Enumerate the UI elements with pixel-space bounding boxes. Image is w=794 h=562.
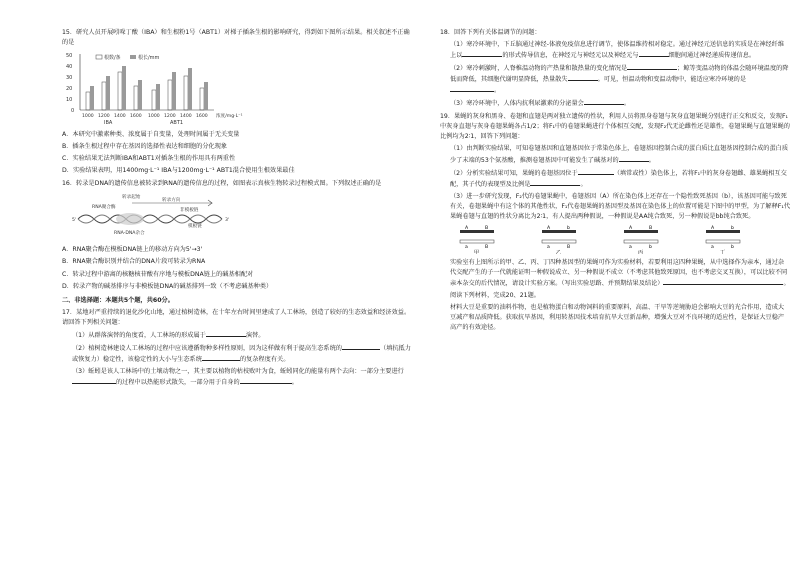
q17-part1	[62, 330, 412, 341]
text: （1）由判断实验结果，可知卷翅基因和直翅基因位于常染色体上，卷翅基因控制合成的蛋白质比直翅基因控制合成的蛋白质少了末端的53个氨基酸，推测卷翅基因中可能发生了碱基对的	[450, 145, 789, 164]
svg-text:20: 20	[66, 86, 73, 93]
end-5: 5'	[72, 218, 77, 224]
gene-label: A	[711, 225, 715, 231]
text: （写出实验思路、并预期结果及结论）	[561, 279, 664, 287]
q16-option-b: B．RNA聚合酶识别并结合的DNA片段可转录为RNA	[62, 258, 206, 266]
group-iba: IBA	[104, 120, 113, 127]
gene-label: a	[465, 244, 468, 250]
bar	[102, 82, 106, 110]
answer-blank[interactable]	[530, 179, 580, 186]
svg-text:1600: 1600	[196, 114, 208, 120]
bar	[168, 80, 172, 110]
gene-label: a	[711, 244, 714, 250]
gene-label: a	[629, 244, 632, 250]
q15-option-c: C．实验结果无法判断IBA和ABT1对插条生根的作用具有两重性	[62, 155, 236, 163]
answer-blank[interactable]	[206, 330, 246, 337]
text: （1）从群落演替的角度看，人工林场的形成属于	[72, 331, 206, 339]
text: 的形式传导信息，在神经元与神经元以及神经元与	[502, 52, 639, 60]
chromosome-yi	[542, 225, 576, 254]
gene-label: B	[649, 225, 653, 231]
answer-blank[interactable]	[619, 155, 649, 162]
chromosome-bar	[542, 240, 576, 243]
q15-option-a: A．本研究中激素种类、浓度属于自变量，处理时间属于无关变量	[62, 131, 240, 139]
text: 。	[494, 87, 501, 95]
text: 。	[783, 279, 790, 287]
chromosome-bar	[460, 240, 494, 243]
reading-instruction: 阅读下列材料，完成20、21题。	[450, 291, 540, 299]
gene-label: a	[547, 244, 550, 250]
q19-part4	[440, 258, 790, 289]
end-3: 3'	[225, 218, 230, 224]
answer-blank[interactable]	[342, 343, 380, 350]
text: （1）寒冷环境中，下丘脑通过神经-体液免疫信息进行调节，使体温维持相对稳定。通过神经元送信息的实质是在神经纤维上以	[450, 41, 785, 60]
gene-label: b	[731, 225, 734, 231]
dna-strand-2	[78, 215, 222, 223]
answer-blank[interactable]	[584, 98, 624, 105]
q18-part2	[440, 63, 790, 96]
bar	[90, 86, 94, 110]
x-ticks	[82, 113, 208, 119]
bar	[204, 82, 208, 110]
dna-strand-1	[78, 215, 222, 223]
transcription-diagram	[62, 191, 242, 241]
text: 。	[623, 100, 631, 108]
gene-label: A	[629, 225, 633, 231]
legend-b: 根长/mm	[138, 55, 160, 62]
reading-material: 材料大豆是重要的油料作物，也是植物蛋白和动物饲料的重要原料，高温、干旱等逆境胁迫会影响大豆的光合作用，造成大豆减产和品质降低。获取抗旱基因，利用转基因技术培育抗旱大豆新品种，增强大豆对不良环境的适应性，是保证大豆稳产高产的有效途径。	[450, 304, 785, 332]
svg-text:1600: 1600	[130, 114, 142, 120]
text: 。可见，恒温动物和变温动物中，能适应寒冷环境的是	[597, 76, 747, 84]
y-ticks	[66, 53, 74, 114]
svg-text:30: 30	[66, 75, 73, 82]
chromosome-diagrams	[440, 224, 770, 254]
chart-unit: 浓度/mg·L⁻¹	[216, 114, 243, 120]
text: 演替。	[245, 331, 265, 339]
text: （2）分析实验结果可知，果蝇的卷翅基因位于	[450, 169, 578, 177]
gene-label: B	[485, 225, 489, 231]
gene-label: A	[547, 225, 551, 231]
label-jia: 甲	[474, 249, 480, 254]
answer-blank[interactable]	[450, 85, 494, 92]
text: （2）植树造林建设人工林场的过程中应该遵循物种多样性原则，因为这样做有利于提高生态系统的	[72, 344, 342, 352]
bar	[86, 92, 90, 110]
q15-option-d: D．实验结果表明，用1400mg·L⁻¹ IBA与1200mg·L⁻¹ ABT1混合使用生根效果最佳	[62, 167, 295, 175]
q19-stem: 19．果蝇的灰身和黑身、卷翅和直翅是两对独立遗传的性状，利用人员将黑身卷翅与灰身直翅果蝇分别进行正交和反交，发现F₁中灰身直翅与灰身卷翅果蝇各占1/2；将F₁中的卷翅果蝇进行个体相互交配，发现F₂代无论雌性还是雄性，卷翅果蝇与直翅果蝇的比例均为2∶1，回答下列问题：	[440, 113, 790, 141]
answer-blank[interactable]	[568, 74, 598, 81]
right-column	[440, 28, 790, 335]
bar	[200, 88, 204, 110]
svg-text:10: 10	[66, 97, 73, 104]
bar	[122, 66, 126, 110]
svg-text:1000: 1000	[82, 114, 94, 120]
svg-text:1400: 1400	[114, 114, 126, 120]
label-template: 模板链	[188, 224, 202, 230]
text: （3）蚯蚓是该人工林场中的土壤动物之一，其主要以植物的枯枝败叶为食，蚯蚓同化的能量有两个去向：一部分主要进行	[72, 367, 404, 375]
q16-option-d: D．转录产物的碱基排序与非模板链DNA的碱基排列一致（不考虑碱基种类）	[62, 282, 273, 290]
answer-blank[interactable]	[202, 354, 240, 361]
bar	[188, 68, 192, 110]
chromosome-bar	[706, 240, 740, 243]
group-abt: ABT1	[170, 120, 184, 127]
gene-label: b	[731, 244, 734, 250]
q19-part2	[440, 168, 790, 190]
text: （2）寒冷刺激时，人脊椎温动物的产热量和散热量的变化情况是	[450, 65, 628, 73]
answer-blank[interactable]	[578, 168, 614, 175]
label-ding: 丁	[720, 249, 726, 254]
label-bing: 丙	[638, 249, 644, 254]
svg-text:1000: 1000	[148, 114, 160, 120]
q15-option-b: B．插条生根过程中存在基因的选择性表达和细胞的分化现象	[62, 143, 228, 151]
svg-text:50: 50	[66, 53, 73, 60]
q19-part3: （3）进一步研究发现，F₂代的卷翅果蝇中，卷翅基因（A）所在染色体上还存在一个隐性致死基因（b），该基因可能与致死有关，卷翅果蝇中有这个体的其他性状，F₁代卷翅果蝇的基因型及基因在染色体上的位置可能是下图中的甲型，为了解释F₁代果蝇卷翅与直翅的性状分离比为2∶1，有人提出两种假说，一种假说是AA纯合致死，另一种假说是bb纯合致死。	[450, 192, 791, 220]
gene-label: B	[567, 244, 571, 250]
svg-text:40: 40	[66, 64, 73, 71]
label-hybrid: RNA-DNA杂合	[114, 231, 145, 237]
bar	[106, 76, 110, 110]
bar	[184, 76, 188, 110]
gene-label: b	[649, 244, 652, 250]
bar	[138, 80, 142, 110]
chromosome-bing	[624, 225, 658, 254]
answer-blank[interactable]	[462, 50, 502, 57]
chromosome-ding	[706, 225, 740, 254]
svg-text:1200: 1200	[164, 114, 176, 120]
legend-a: 根数/条	[104, 55, 121, 62]
text: ；鲸等变温动物的体温会随环境温度的降低而降低，其细胞代谢明显降低，热量散失	[450, 65, 789, 84]
genotype-figure	[440, 224, 790, 258]
q17-part3	[62, 367, 412, 388]
text: 的过程中以热能形式散失，一部分用于自身的	[116, 378, 240, 386]
q16-option-a: A．RNA聚合酶在模板DNA链上的移动方向为5'→3'	[62, 246, 203, 254]
text: 细胞间通过神经递质传递信息。	[668, 52, 756, 60]
bar	[152, 90, 156, 110]
text: 。	[648, 156, 655, 164]
answer-blank[interactable]	[72, 377, 116, 384]
q15-chart	[62, 50, 412, 130]
rna-polymerase	[116, 213, 144, 225]
chromosome-jia	[460, 225, 494, 254]
q15-bar-chart	[62, 50, 262, 126]
text: 。	[291, 378, 298, 386]
gene-label: A	[465, 225, 469, 231]
chromosome-bar	[624, 240, 658, 243]
answer-blank[interactable]	[240, 377, 292, 384]
q19-part1	[440, 144, 790, 165]
bar	[118, 72, 122, 110]
q18-part3	[440, 98, 790, 109]
label-rna-pol: RNA聚合酶	[92, 205, 116, 211]
legend-swatch-a	[96, 55, 102, 59]
text: 的复杂程度有关。	[239, 355, 290, 363]
q16-figure	[62, 191, 412, 245]
q18-stem: 18．回答下列有关体温调节的问题：	[440, 29, 541, 36]
answer-blank[interactable]	[627, 63, 677, 70]
text: 实验室有上图所示的甲、乙、丙、丁四种基因型的果蝇可作为实验材料，若要利用这四种果蝇，从中选择作为亲本，通过杂代交配产生的子一代就能证明一种假说成立、另一种假说不成立（不考虑其他致死原因，也不考虑交叉互换），可以比较不同亲本杂交的后代情况，请设计实验方案。	[450, 258, 788, 287]
text: （填抗抵力或恢复力）稳定性，该稳定性的大小与生态系统	[72, 344, 411, 363]
q17-stem: 17．某地对严重持续的退化沙化山地，通过植树造林，在十年左右时间里建成了人工林场，创造了较好的生态效益和经济效益。请回答下列相关问题：	[62, 308, 411, 326]
answer-blank[interactable]	[663, 278, 783, 285]
bars	[86, 66, 208, 110]
text: 。	[580, 180, 587, 188]
section-heading: 二、非选择题：本题共5个题，共60分。	[62, 296, 174, 304]
bar	[134, 86, 138, 110]
svg-text:1200: 1200	[98, 114, 110, 120]
bar	[172, 72, 176, 110]
text: （填常或性）染色体上，若将F₁中的灰身卷翅雌、雄果蝇相互交配，其子代的表现型及比例是	[450, 169, 787, 188]
label-nontemplate: 非模板链	[180, 208, 199, 214]
left-column	[62, 28, 412, 390]
q18-part1	[440, 40, 790, 61]
text: （3）寒冷环境中，人体内抗利尿激素的分泌量会	[450, 100, 584, 108]
legend-swatch-b	[130, 55, 136, 59]
bar	[156, 84, 160, 110]
gene-label: B	[485, 244, 489, 250]
gene-label: b	[567, 225, 570, 231]
q15-stem: 15．研究人员开展吲哚丁酸（IBA）和生根粉1号（ABT1）对梯子插条生根的影响研究，得到如下图所示结果。相关叙述不正确的是	[62, 29, 410, 47]
answer-blank[interactable]	[639, 50, 669, 57]
label-start: 转录起始	[122, 195, 141, 201]
label-direction: 转录方向	[162, 198, 181, 204]
q16-stem: 16．转录是DNA的遗传信息被转录到RNA的遗传信息的过程，如图表示真核生物转录过程模式图。下列叙述正确的是	[62, 180, 382, 188]
svg-text:1400: 1400	[180, 114, 192, 120]
q16-option-c: C．转录过程中游离的核糖核苷酸有序地与模板DNA链上的碱基相配对	[62, 270, 254, 278]
q17-part2	[62, 343, 412, 365]
label-yi: 乙	[556, 249, 562, 254]
svg-text:0: 0	[71, 108, 75, 115]
